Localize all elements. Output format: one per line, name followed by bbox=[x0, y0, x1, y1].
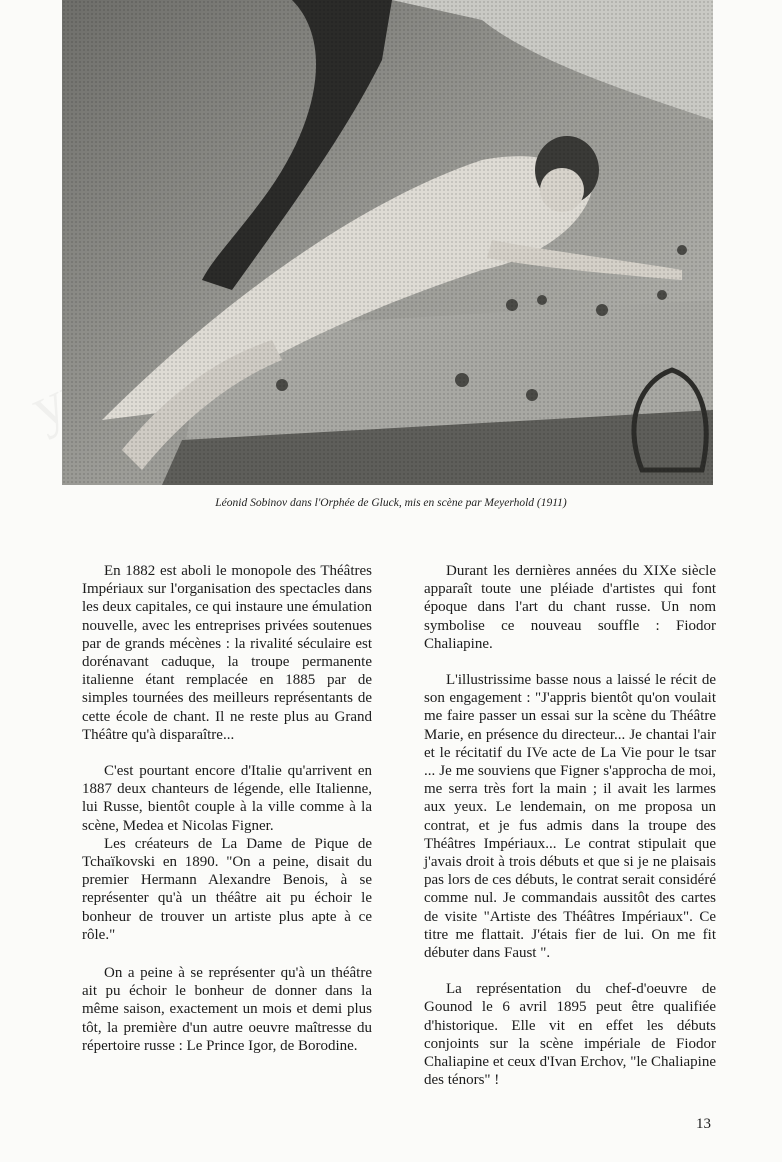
left-paragraph-1: En 1882 est aboli le monopole des Théâtres Impériaux sur l'organisation des spectacles dans les deux capitales, ce qui instaure une émulation nouvelle, avec les entreprises privées soutenues par de grands mécènes : la rivalité séculaire est dorénavant caduque, la troupe permanente italienne étant remplacée en 1885 par de simples tournées des meilleurs représentants de cette école de chant. Il ne reste plus au Grand Théâtre qu'à disparaître... bbox=[82, 563, 372, 743]
right-paragraph-2: L'illustrissime basse nous a laissé le récit de son engagement : "J'appris bientôt qu'on voulait me faire passer un essai sur la scène du Théâtre Marie, en présence du directeur... Je chantai l'air et le récitatif du IVe acte de La Vie pour le tsar ... Je me souviens que Figner s'approcha de moi, me serra très fort la main ; il avait les larmes aux yeux. Le lendemain, on me proposa un contrat, et je fus admis dans la troupe des Théâtres Impériaux... Le contrat stipulait que j'avais droit à trois débuts et que si je ne plaisais pas lors de ces débuts, le contrat serait considéré comme nul. Je commandais aussitôt des cartes de visite "Artiste des Théâtres Impériaux". Ce titre me flattait. J'étais fier de lui. On me fit débuter dans Faust ". bbox=[424, 672, 716, 962]
figure-caption: Léonid Sobinov dans l'Orphée de Gluck, mis en scène par Meyerhold (1911) bbox=[215, 497, 567, 509]
left-paragraph-2: C'est pourtant encore d'Italie qu'arrivent en 1887 deux chanteurs de légende, elle Italienne, lui Russe, bientôt couple à la ville comme à la scène, Medea et Nicolas Figner. bbox=[82, 763, 372, 834]
right-column bbox=[424, 562, 716, 1089]
left-paragraph-4: On a peine à se représenter qu'à un théâtre ait pu échoir le bonheur de donner dans la même saison, exactement un mois et demi plus tôt, la première d'un autre oeuvre maîtresse du répertoire russe : Le Prince Igor, de Borodine. bbox=[82, 965, 372, 1054]
photo-illustration bbox=[62, 0, 713, 485]
figure-photo bbox=[62, 0, 713, 485]
right-paragraph-1: Durant les dernières années du XIXe siècle apparaît toute une pléiade d'artistes qui font époque dans l'art du chant russe. Un nom symbolise ce nouveau souffle : Fiodor Chaliapine. bbox=[424, 563, 716, 652]
right-paragraph-3: La représentation du chef-d'oeuvre de Gounod le 6 avril 1895 peut être qualifiée d'historique. Elle vit en effet les débuts conjoints sur la scène impériale de Fiodor Chaliapine et ceux d'Ivan Erchov, "le Chaliapine des ténors" ! bbox=[424, 981, 716, 1089]
left-column bbox=[82, 562, 372, 1055]
page-number: 13 bbox=[696, 1116, 711, 1132]
left-paragraph-3: Les créateurs de La Dame de Pique de Tchaïkovski en 1890. "On a peine, disait du premier Hermann Alexandre Benois, à se représenter qu'à un théâtre ait pu échoir le bonheur de trouver un artiste plus apte à ce rôle." bbox=[82, 835, 372, 943]
